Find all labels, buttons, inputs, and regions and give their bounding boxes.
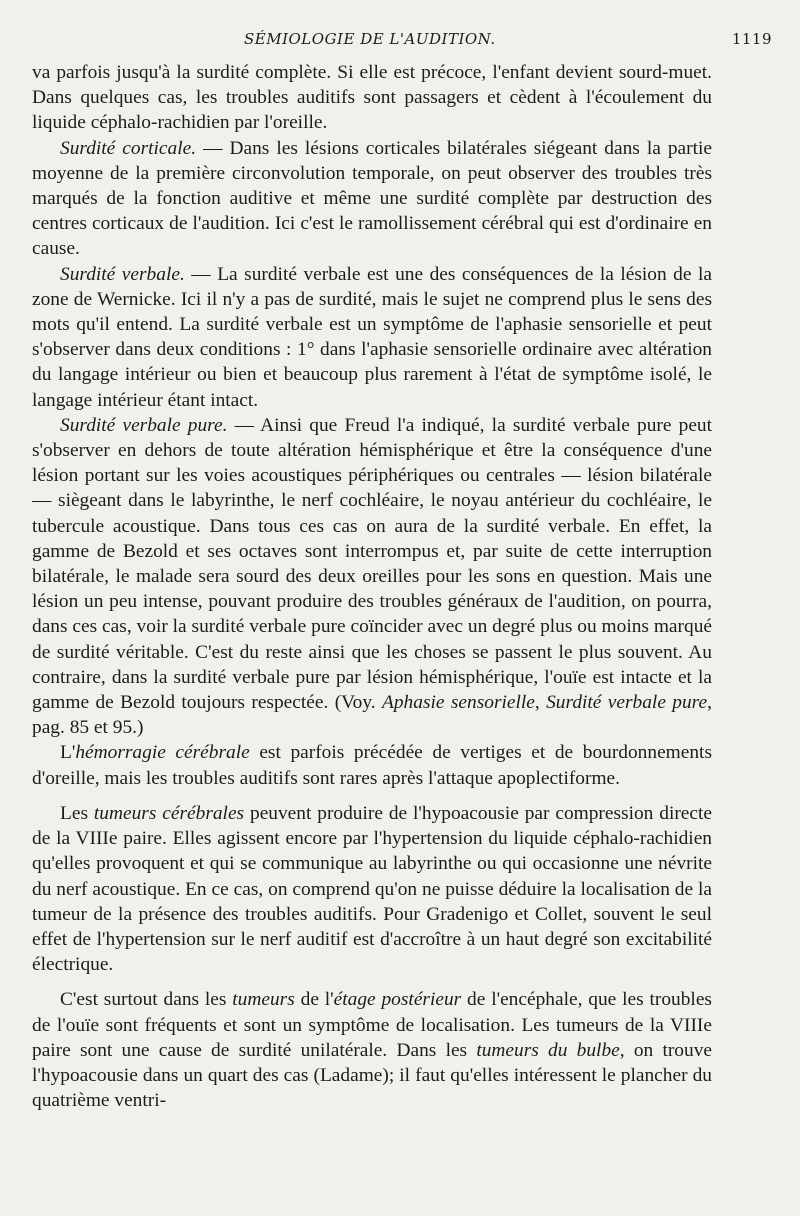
- cross-reference: Surdité verbale pure: [546, 692, 708, 714]
- section-heading: Surdité corticale.: [60, 137, 197, 159]
- running-header: [32, 26, 772, 58]
- cross-reference: Aphasie sensorielle: [382, 692, 535, 714]
- running-title: SÉMIOLOGIE DE L'AUDITION.: [244, 30, 496, 48]
- page-number: 1119: [731, 30, 772, 48]
- paragraph-etage-posterieur: C'est surtout dans les tumeurs de l'étage postérieur de l'encéphale, que les troubles de l'ouïe sont fréquents et sont un symptôme de localisation. Les tumeurs de la VIIIe paire sont une cause de surdité unilatérale. Dans les tumeurs du bulbe, on trouve l'hypoacousie dans un quart des cas (Ladame); il faut qu'elles intéressent le plancher du quatrième ventri-: [32, 989, 712, 1112]
- paragraph-surdite-verbale: Surdité verbale. — La surdité verbale est une des conséquences de la lésion de la zone de Wernicke. Ici il n'y a pas de surdité, mais le sujet ne comprend plus le sens des mots qu'il entend. La surdité verbale est un symptôme de l'aphasie sensorielle et peut s'observer dans deux conditions : 1° dans l'aphasie sensorielle ordinaire avec altération du langage intérieur ou bien et beaucoup plus rarement à l'état de symptôme isolé, le langage intérieur étant intact.: [32, 263, 712, 411]
- paragraph-surdite-corticale: Surdité corticale. — Dans les lésions corticales bilatérales siégeant dans la partie moyenne de la première circonvolution temporale, on peut observer des troubles très marqués de la fonction auditive et même une surdité complète par destruction des centres corticaux de l'audition. Ici c'est le ramollissement cérébral qui est d'ordinaire en cause.: [32, 137, 712, 260]
- paragraph-continuation: va parfois jusqu'à la surdité complète. Si elle est précoce, l'enfant devient sourd-muet. Dans quelques cas, les troubles auditifs sont passagers et cèdent à l'écoulement du liquide céphalo-rachidien par l'oreille.: [32, 62, 712, 134]
- body-text: [32, 60, 712, 1113]
- section-heading: hémorragie cérébrale: [75, 742, 250, 764]
- paragraph-surdite-verbale-pure: Surdité verbale pure. — Ainsi que Freud l'a indiqué, la surdité verbale pure peut s'observer en dehors de toute altération hémisphérique et être la conséquence d'une lésion portant sur les voies acoustiques périphériques ou centrales — lésion bilatérale — siègeant dans le labyrinthe, le nerf cochléaire, le noyau antérieur du cochléaire, le tubercule acoustique. Dans tous ces cas on aura de la surdité verbale. En effet, la gamme de Bezold et ses octaves sont interrompus et, par suite de cette interruption bilatérale, le malade sera sourd des deux oreilles pour les sons en question. Mais une lésion un peu intense, pouvant produire des troubles généraux de l'audition, on pourra, dans ces cas, voir la surdité verbale pure coïncider avec un degré plus ou moins marqué de surdité véritable. C'est du reste ainsi que les choses se passent le plus souvent. Au contraire, dans la surdité verbale pure par lésion hémisphérique, l'ouïe est intacte et la gamme de Bezold toujours respectée. (Voy. Aphasie sensorielle, Surdité verbale pure, pag. 85 et 95.): [32, 414, 713, 739]
- section-heading: tumeurs cérébrales: [93, 802, 245, 824]
- paragraph-hemorragie: L'hémorragie cérébrale est parfois précédée de vertiges et de bourdonnements d'oreille, mais les troubles auditifs sont rares après l'attaque apoplectiforme.: [32, 742, 712, 789]
- paragraph-tumeurs-cerebrales: Les tumeurs cérébrales peuvent produire de l'hypoacousie par compression directe de la VIIIe paire. Elles agissent encore par l'hypertension du liquide céphalo-rachidien qu'elles provoquent et qui se communique au labyrinthe ou qui occasionne une névrite du nerf acoustique. En ce cas, on comprend qu'on ne puisse déduire la localisation de la tumeur de la présence des troubles auditifs. Pour Gradenigo et Collet, souvent le seul effet de l'hypertension sur le nerf auditif est d'accroître à un haut degré son excitabilité électrique.: [32, 802, 712, 976]
- section-heading: Surdité verbale.: [60, 263, 185, 285]
- section-heading: Surdité verbale pure.: [60, 414, 228, 436]
